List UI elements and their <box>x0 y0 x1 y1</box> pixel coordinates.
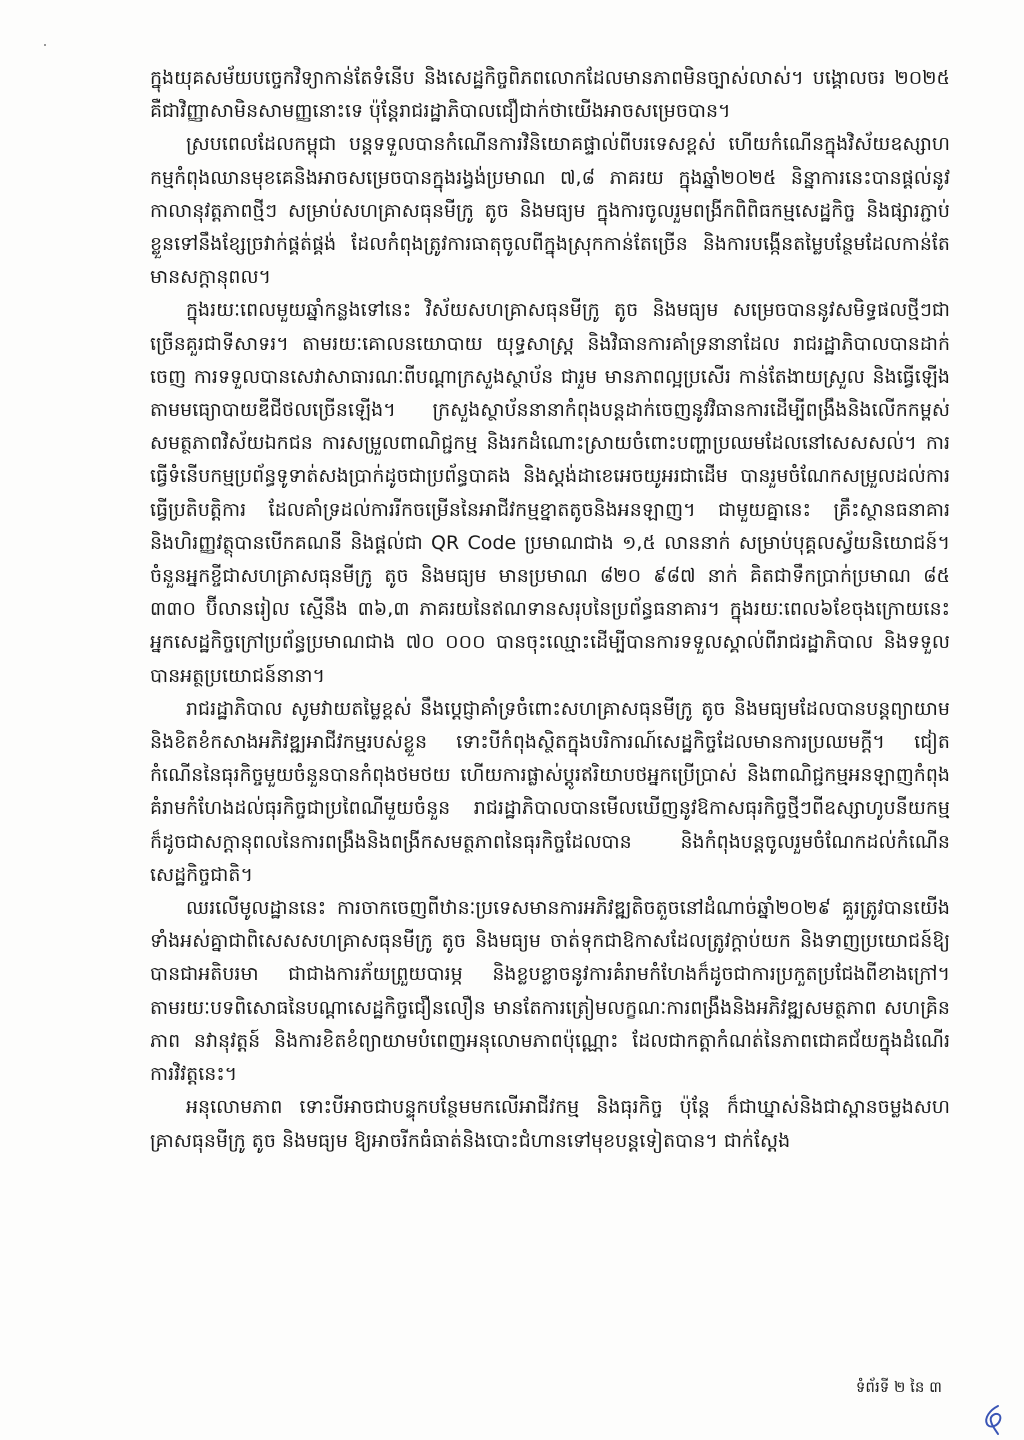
page-number: ទំព័រទី ២ នៃ ៣ <box>855 1378 942 1396</box>
paragraph-6: អនុលោមភាព ទោះបីអាចជាបន្ទុកបន្ថែមមកលើអាជីវកម្ម និងធុរកិច្ច ប៉ុន្តែ ក៏ជាឃ្នាស់និងជាស្ពានចម្លងសហគ្រាសធុនមីក្រូ តូច និងមធ្យម ឱ្យអាចរីកធំធាត់និងបោះជំហានទៅមុខបន្តទៀតបាន។ ជាក់ស្តែង <box>150 1096 950 1152</box>
scan-speck <box>44 44 46 46</box>
paragraph-3: ក្នុងរយៈពេលមួយឆ្នាំកន្លងទៅនេះ វិស័យសហគ្រាសធុនមីក្រូ តូច និងមធ្យម សម្រេចបាននូវសមិទ្ធផលថ្មីៗជាច្រើនគួរជាទីសាទរ។ តាមរយៈគោលនយោបាយ យុទ្ធសាស្ត្រ និងវិធានការគាំទ្រនានាដែល រាជរដ្ឋាភិបាលបានដាក់ចេញ ការទទួលបានសេវាសាធារណៈពីបណ្តាក្រសួងស្ថាប័ន ជារួម មានភាពល្អប្រសើរ កាន់តែងាយស្រួល និងធ្វើឡើងតាមមធ្យោបាយឌីជីថលច្រើនឡើង។ ក្រសួងស្ថាប័ននានាកំពុងបន្តដាក់ចេញនូវវិធានការដើម្បីពង្រឹងនិងលើកកម្ពស់សមត្ថភាពវិស័យឯកជន ការសម្រួលពាណិជ្ជកម្ម និងរកដំណោះស្រាយចំពោះបញ្ហាប្រឈមដែលនៅសេសសល់។ ការធ្វើទំនើបកម្មប្រព័ន្ធទូទាត់សងប្រាក់ដូចជាប្រព័ន្ធបាគង និងស្តង់ដាខេអេចយូអរជាដើម បានរួមចំណែកសម្រួលដល់ការធ្វើប្រតិបត្តិការ ដែលគាំទ្រដល់ការរីកចម្រើននៃអាជីវកម្មខ្នាតតូចនិងអនឡាញ។ ជាមួយគ្នានេះ គ្រឹះស្ថានធនាគារនិងហិរញ្ញវត្ថុបានបើកគណនី និងផ្តល់ជា QR Code ប្រមាណជាង ១,៥ លាននាក់ សម្រាប់បុគ្គលស្វ័យនិយោជន៍។ ចំនួនអ្នកខ្ចីជាសហគ្រាសធុនមីក្រូ តូច និងមធ្យម មានប្រមាណ ៨២០ ៩៨៧ នាក់ គិតជាទឹកប្រាក់ប្រមាណ ៨៥ ៣៣០ ប៊ីលានរៀល ស្មើនឹង ៣៦,៣ ភាគរយនៃឥណទានសរុបនៃប្រព័ន្ធធនាគារ។ ក្នុងរយៈពេល៦ខែចុងក្រោយនេះ អ្នកសេដ្ឋកិច្ចក្រៅប្រព័ន្ធប្រមាណជាង ៧០ ០០០ បានចុះឈ្មោះដើម្បីបានការទទួលស្គាល់ពីរាជរដ្ឋាភិបាល និងទទួលបានអត្ថប្រយោជន៍នានា។ <box>150 299 950 687</box>
paragraph-4: រាជរដ្ឋាភិបាល សូមវាយតម្លៃខ្ពស់ នឹងប្តេជ្ញាគាំទ្រចំពោះសហគ្រាសធុនមីក្រូ តូច និងមធ្យមដែលបានបន្តព្យាយាមនិងខិតខំកសាងអភិវឌ្ឍអាជីវកម្មរបស់ខ្លួន ទោះបីកំពុងស្ថិតក្នុងបរិការណ៍សេដ្ឋកិច្ចដែលមានការប្រឈមក្តី។ ជៀតកំណើននៃធុរកិច្ចមួយចំនួនបានកំពុងថមថយ ហើយការផ្លាស់ប្តូរឥរិយាបថអ្នកប្រើប្រាស់ និងពាណិជ្ជកម្មអនឡាញកំពុងគំរាមកំហែងដល់ធុរកិច្ចជាប្រពៃណីមួយចំនួន រាជរដ្ឋាភិបាលបានមើលឃើញនូវឱកាសធុរកិច្ចថ្មីៗពីឧស្សាហូបនីយកម្ម ក៏ដូចជាសក្តានុពលនៃការពង្រឹងនិងពង្រីកសមត្ថភាពនៃធុរកិច្ចដែលបាន និងកំពុងបន្តចូលរួមចំណែកដល់កំណើនសេដ្ឋកិច្ចជាតិ។ <box>150 697 950 886</box>
document-body <box>150 62 950 1158</box>
paragraph-1: ក្នុងយុគសម័យបច្ចេកវិទ្យាកាន់តែទំនើប និងសេដ្ឋកិច្ចពិភពលោកដែលមានភាពមិនច្បាស់លាស់។ បង្គោលចរ ២០២៥ គឺជាវិញ្ញាសាមិនសាមញ្ញនោះទេ ប៉ុន្តែរាជរដ្ឋាភិបាលជឿជាក់ថាយើងអាចសម្រេចបាន។ <box>150 67 950 123</box>
paragraph-5: ឈរលើមូលដ្ឋាននេះ ការចាកចេញពីឋានៈប្រទេសមានការអភិវឌ្ឍតិចតួចនៅដំណាច់ឆ្នាំ២០២៩ គួរត្រូវបានយើងទាំងអស់គ្នាជាពិសេសសហគ្រាសធុនមីក្រូ តូច និងមធ្យម ចាត់ទុកជាឱកាសដែលត្រូវក្តាប់យក និងទាញប្រយោជន៍ឱ្យបានជាអតិបរមា ជាជាងការភ័យព្រួយបារម្ភ និងខ្លបខ្លាចនូវការគំរាមកំហែងក៏ដូចជាការប្រកួតប្រជែងពីខាងក្រៅ។ តាមរយៈបទពិសោធនៃបណ្តាសេដ្ឋកិច្ចជឿនលឿន មានតែការត្រៀមលក្ខណៈការពង្រឹងនិងអភិវឌ្ឍសមត្ថភាព សហគ្រិនភាព នវានុវត្តន៍ និងការខិតខំព្យាយាមបំពេញអនុលោមភាពប៉ុណ្ណោះ ដែលជាកត្តាកំណត់នៃភាពជោគជ័យក្នុងដំណើរការវិវត្តនេះ។ <box>150 897 950 1086</box>
paragraph-2: ស្របពេលដែលកម្ពុជា បន្តទទួលបានកំណើនការវិនិយោគផ្ទាល់ពីបរទេសខ្ពស់ ហើយកំណើនក្នុងវិស័យឧស្សាហកម្មកំពុងឈានមុខគេនិងអាចសម្រេចបានក្នុងរង្វង់ប្រមាណ ៧,៨ ភាគរយ ក្នុងឆ្នាំ២០២៥ និន្នាការនេះបានផ្តល់នូវកាលានុវត្តភាពថ្មីៗ សម្រាប់សហគ្រាសធុនមីក្រូ តូច និងមធ្យម ក្នុងការចូលរួមពង្រីកពិពិធកម្មសេដ្ឋកិច្ច និងផ្សារភ្ជាប់ខ្លួនទៅនឹងខ្សែច្រវាក់ផ្គត់ផ្គង់ ដែលកំពុងត្រូវការធាតុចូលពីក្នុងស្រុកកាន់តែច្រើន និងការបង្កើនតម្លៃបន្ថែមដែលកាន់តែមានសក្តានុពល។ <box>150 133 950 289</box>
handwritten-initial <box>978 1402 1008 1438</box>
